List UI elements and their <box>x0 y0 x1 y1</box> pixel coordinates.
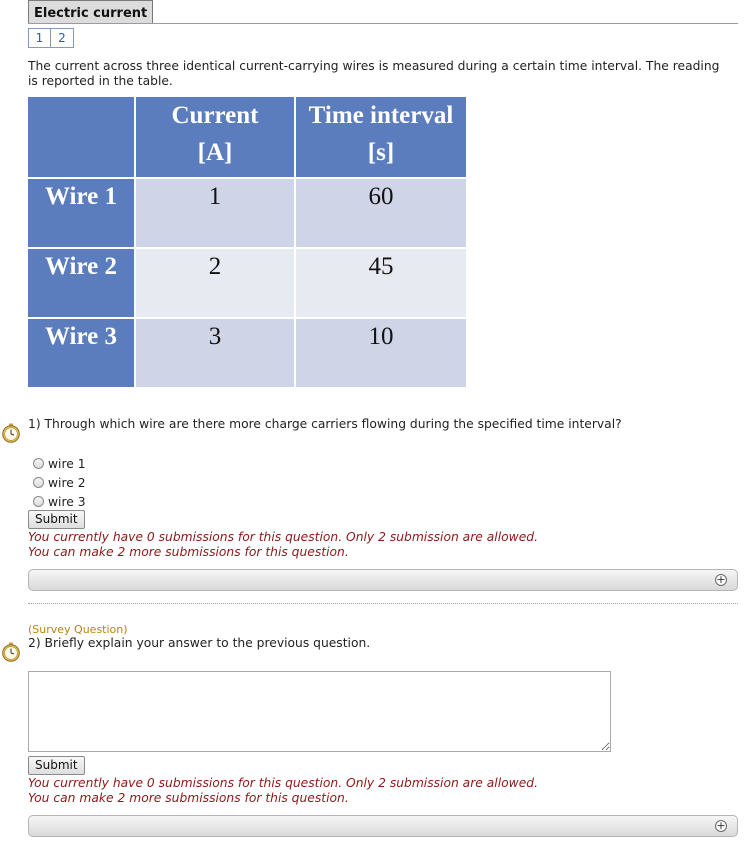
question-1-submission-count: You currently have 0 submissions for this question. Only 2 submission are allowed. <box>28 530 538 544</box>
cell-time-wire-3: 10 <box>295 318 466 387</box>
table-row <box>28 178 466 248</box>
header-time <box>295 97 466 178</box>
row-label-wire-3: Wire 3 <box>28 318 135 387</box>
data-table <box>28 97 466 387</box>
cell-current-wire-1: 1 <box>135 178 295 248</box>
cell-time-wire-2: 45 <box>295 248 466 318</box>
problem-intro-text: The current across three identical current-carrying wires is measured during a certain time interval. The reading is reported in the table. <box>28 59 720 88</box>
question-1-expand-bar[interactable] <box>28 569 738 591</box>
option-wire-2[interactable] <box>33 473 86 492</box>
question-1-remaining-submissions: You can make 2 more submissions for this question. <box>28 545 349 559</box>
radio-wire-1[interactable] <box>33 458 44 469</box>
question-2-text: 2) Briefly explain your answer to the previous question. <box>28 636 371 650</box>
question-2-expand-bar[interactable] <box>28 815 738 837</box>
question-2-submit-button[interactable]: Submit <box>28 756 85 775</box>
question-1-submit-button[interactable]: Submit <box>28 510 85 529</box>
question-1-text: 1) Through which wire are there more charge carriers flowing during the specified time interval? <box>28 417 622 431</box>
question-divider <box>28 603 738 604</box>
page-nav <box>28 28 74 48</box>
question-1-options <box>33 454 86 511</box>
timer-clock-icon <box>1 423 21 443</box>
header-divider <box>28 23 738 24</box>
option-label: wire 3 <box>48 494 86 509</box>
radio-wire-3[interactable] <box>33 496 44 507</box>
table-corner-cell <box>28 97 135 178</box>
option-wire-3[interactable] <box>33 492 86 511</box>
header-current <box>135 97 295 178</box>
expand-plus-icon[interactable]: + <box>716 819 726 832</box>
header-current-line2: [A] <box>197 139 233 166</box>
option-label: wire 1 <box>48 456 86 471</box>
expand-plus-icon[interactable]: + <box>716 573 726 586</box>
row-label-wire-1: Wire 1 <box>28 178 135 248</box>
cell-current-wire-3: 3 <box>135 318 295 387</box>
question-2-answer-textarea[interactable] <box>28 671 611 752</box>
table-row <box>28 248 466 318</box>
row-label-wire-2: Wire 2 <box>28 248 135 318</box>
option-wire-1[interactable] <box>33 454 86 473</box>
question-2-remaining-submissions: You can make 2 more submissions for this question. <box>28 791 349 805</box>
timer-clock-icon <box>1 642 21 662</box>
table-row <box>28 318 466 387</box>
cell-time-wire-1: 60 <box>295 178 466 248</box>
page-1-button[interactable]: 1 <box>28 28 51 48</box>
header-current-line1: Current <box>171 102 259 129</box>
radio-wire-2[interactable] <box>33 477 44 488</box>
header-time-line1: Time interval <box>308 102 454 129</box>
question-2-submission-count: You currently have 0 submissions for this question. Only 2 submission are allowed. <box>28 776 538 790</box>
page-2-button[interactable]: 2 <box>51 28 74 48</box>
cell-current-wire-2: 2 <box>135 248 295 318</box>
header-time-line2: [s] <box>367 139 395 166</box>
page-title-tab: Electric current <box>28 0 153 23</box>
survey-question-tag: (Survey Question) <box>28 623 128 636</box>
option-label: wire 2 <box>48 475 86 490</box>
